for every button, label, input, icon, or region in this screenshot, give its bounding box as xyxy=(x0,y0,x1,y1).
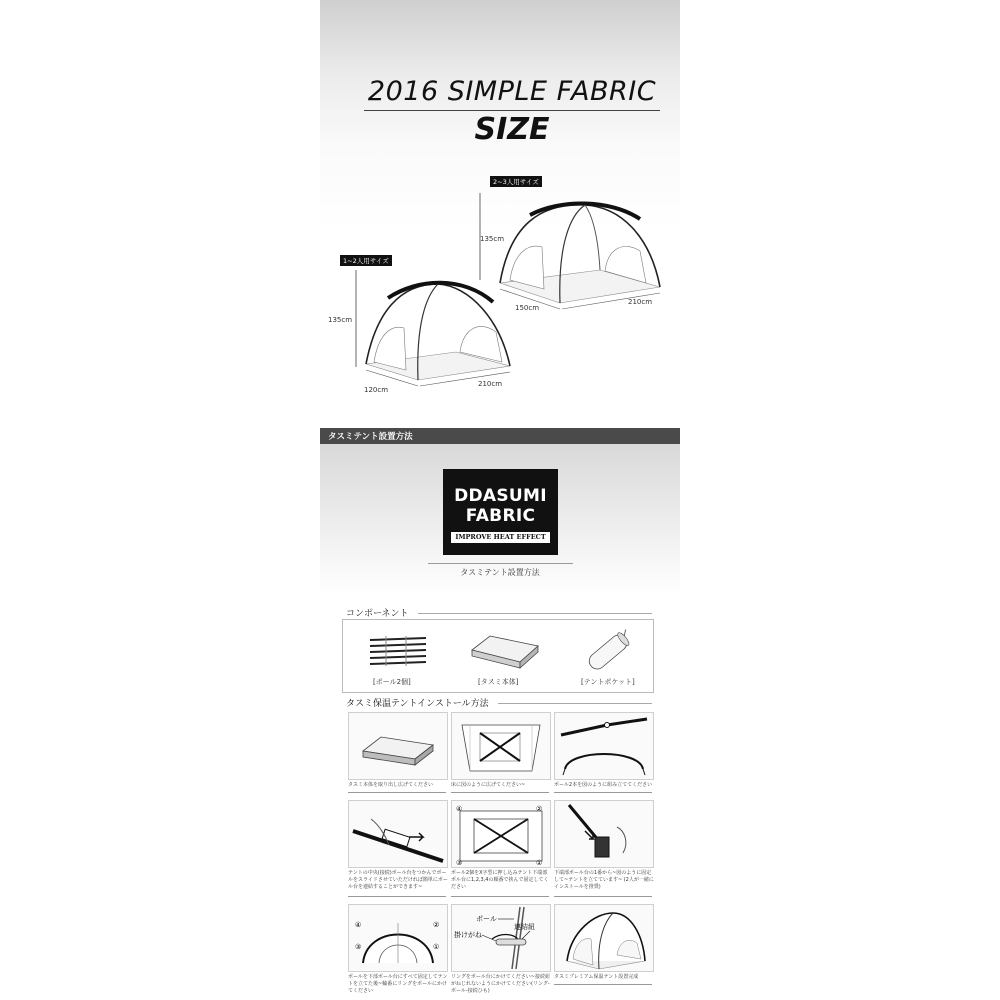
hook-label: 掛けがね xyxy=(454,931,482,939)
section-bar xyxy=(320,428,680,444)
step-8-panel xyxy=(451,904,551,972)
x-poles-icon xyxy=(452,801,550,867)
title-divider xyxy=(364,110,660,111)
logo-line1: DDASUMI xyxy=(454,486,547,506)
step-2-caption: 床に図のように広げてください~ xyxy=(451,782,526,788)
small-tent-height: 135cm xyxy=(328,316,353,324)
component-label-poles: [ポール2個] xyxy=(373,678,411,686)
small-tent-width: 210cm xyxy=(478,380,503,388)
step-7-panel xyxy=(348,904,448,972)
ring-hook-icon xyxy=(452,905,550,971)
components-panel xyxy=(342,619,654,693)
product-detail-strip xyxy=(320,0,680,1000)
raise-tent-icon xyxy=(349,905,447,971)
slide-pole-icon xyxy=(349,801,447,867)
assemble-poles-icon xyxy=(555,713,653,779)
step-1-panel xyxy=(348,712,448,780)
caption-divider xyxy=(428,563,573,564)
corner-marker-2: ② xyxy=(536,805,543,813)
step-6-rule xyxy=(554,896,652,897)
section-bar-label: タスミテント設置方法 xyxy=(328,432,413,442)
tent-marker-2: ② xyxy=(433,921,440,929)
small-tent-tag: 1~2人用サイズ xyxy=(340,255,392,266)
step-2-rule xyxy=(451,792,549,793)
large-tent-depth: 150cm xyxy=(515,304,540,312)
components-heading: コンポーネント xyxy=(346,609,409,619)
step-4-caption: テントの中央(接続)ポール台をつかんでポールをスライドさせていただければ簡単にポール台を連結することができます~ xyxy=(348,870,448,890)
spread-floor-icon xyxy=(452,713,550,779)
finished-tent-icon xyxy=(555,905,653,971)
step-3-panel xyxy=(554,712,654,780)
step-5-caption: ポール2個をX字型に押し込みテント下端部ポル台に1,2,3,4の順番で挟んで固定してください xyxy=(451,870,549,890)
step-6-caption: 下端部ポール台の1番から~図のように固定して~テントを立てています~ (2人が一緒にインストールを推奨) xyxy=(554,870,654,890)
logo-tagline: IMPROVE HEAT EFFECT xyxy=(451,532,550,543)
logo-caption: タスミテント設置方法 xyxy=(460,568,540,577)
folded-tent-icon xyxy=(468,632,543,674)
step-2-panel xyxy=(451,712,551,780)
component-label-pocket: [テントポケット] xyxy=(581,678,635,686)
storage-bag-icon xyxy=(578,626,638,674)
step-5-panel xyxy=(451,800,551,868)
tent-marker-3: ③ xyxy=(355,943,362,951)
components-heading-rule xyxy=(418,613,652,614)
component-label-body: [タスミ本体] xyxy=(478,678,519,686)
pole-label: ポール xyxy=(476,915,497,923)
tent-marker-4: ④ xyxy=(355,921,362,929)
step-9-rule xyxy=(554,984,652,985)
step-7-caption: ポールを下部ポール台にすべて固定してテントを立てた後~輪番にリングをポールにかけてください xyxy=(348,974,448,994)
unfold-tent-icon xyxy=(349,713,447,779)
step-5-rule xyxy=(451,896,549,897)
tent-marker-1: ① xyxy=(433,943,440,951)
step-3-caption: ポール2本を図のように組み立ててください xyxy=(554,782,653,788)
step-4-panel xyxy=(348,800,448,868)
page-subtitle: SIZE xyxy=(474,112,550,147)
step-3-rule xyxy=(554,792,652,793)
brand-logo xyxy=(443,469,558,555)
large-tent-height: 135cm xyxy=(480,235,505,243)
step-9-caption: タスミプレミアム保温テント設置完成 xyxy=(554,974,639,980)
step-9-panel xyxy=(554,904,654,972)
step-1-caption: タスミ本体を取り出し広げてください xyxy=(348,782,434,788)
step-4-rule xyxy=(348,896,446,897)
fix-pole-base-icon xyxy=(555,801,653,867)
logo-line2: FABRIC xyxy=(465,506,536,526)
small-tent-depth: 120cm xyxy=(364,386,389,394)
corner-marker-1: ① xyxy=(536,859,543,867)
poles-icon xyxy=(368,632,428,672)
install-heading-rule xyxy=(498,703,652,704)
step-1-rule xyxy=(348,792,446,793)
corner-marker-4: ④ xyxy=(456,805,463,813)
large-tent-width: 210cm xyxy=(628,298,653,306)
large-tent-tag: 2~3人用サイズ xyxy=(490,176,542,187)
page-title: 2016 SIMPLE FABRIC xyxy=(367,76,657,107)
connector-label: 連結紐 xyxy=(514,923,535,931)
install-heading: タスミ保温テントインストール方法 xyxy=(346,699,489,709)
step-8-caption: リングをポール台にかけてください~接続紐がねじれないようにかけてください(リング-ポール-接続ひも) xyxy=(451,974,550,994)
corner-marker-3: ③ xyxy=(456,859,463,867)
step-6-panel xyxy=(554,800,654,868)
